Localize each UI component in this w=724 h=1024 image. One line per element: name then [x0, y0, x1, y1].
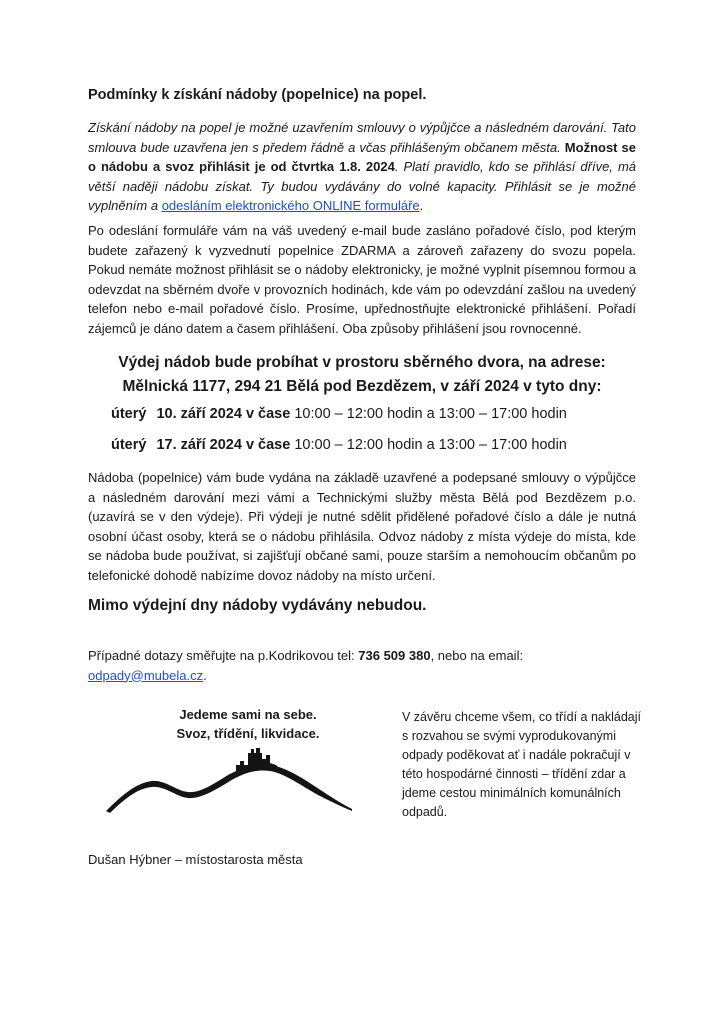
paragraph-rest: . Platí pravidlo, kdo se přihlásí dříve, má větší naději nádobu získat. Ty budou vydávány do volné kapacity. Přihlásit se je možné vyplněním a: [88, 159, 637, 213]
issue-day-1-times: 10:00 – 12:00 hodin a 13:00 – 17:00 hodin: [294, 406, 567, 422]
contact-middle: , nebo na email:: [430, 648, 524, 663]
online-form-link[interactable]: odesláním elektronického ONLINE formuláře: [161, 198, 420, 213]
issue-day-1-weekday: úterý: [111, 406, 147, 422]
hill-castle-icon: [104, 745, 354, 815]
paragraph-intro: Získání nádoby na popel je možné uzavřením smlouvy o výpůjčce a následném darování. Tato smlouva bude uzavřena jen s předem řádně a včas přihlášeným občanem města.: [88, 120, 636, 155]
paragraph-conditions: [88, 118, 636, 216]
contact-info: [88, 646, 636, 685]
issue-day-2-weekday: úterý: [111, 437, 147, 453]
issue-day-1-date: 10. září 2024 v čase: [156, 406, 291, 422]
paragraph-after-submission: Po odeslání formuláře vám na váš uvedený e-mail bude zasláno pořadové číslo, pod kterým budete zařazený k vyzvednutí popelnice ZDARMA a zároveň zařazeny do svozu popela. Pokud nemáte možnost přihlásit se o nádoby elektronicky, je možné vyplnit písemnou formou a odevzdat na sběrném dvoře v provozních hodinách, kde vám po odevzdání zašlou na uvedený telefon nebo e-mail pořadové číslo. Prosíme, upřednostňujte elektronické přihlášení. Pořadí zájemců je dáno datem a časem přihlášení. Oba způsoby přihlášení jsou rovnocenné.: [88, 223, 636, 336]
logo-slogan: [148, 705, 348, 743]
closing-message: V závěru chceme všem, co třídí a nakládají s rozvahou se svými vyprodukovanými odpady poděkovat ať i nadále pokračují v této hospodárné činnosti – třídění zdar a jdeme cestou minimálních komunálních odpadů.: [402, 710, 641, 819]
document-title: Podmínky k získání nádoby (popelnice) na popel.: [88, 87, 427, 103]
contact-phone: 736 509 380: [358, 648, 431, 663]
logo-slogan-line2: Svoz, třídění, likvidace.: [176, 726, 320, 741]
contact-email-link[interactable]: odpady@mubela.cz: [88, 667, 204, 683]
issue-heading: Výdej nádob bude probíhat v prostoru sběrného dvora, na adrese: Mělnická 1177, 294 21 Bělá pod Bezdězem, v září 2024 v tyto dny:: [118, 354, 606, 395]
logo-slogan-line1: Jedeme sami na sebe.: [179, 707, 317, 722]
campaign-logo: [104, 705, 354, 815]
issue-day-2-date: 17. září 2024 v čase: [156, 437, 291, 453]
no-issue-note: Mimo výdejní dny nádoby vydávány nebudou.: [88, 597, 427, 614]
signature: Dušan Hýbner – místostarosta města: [88, 852, 303, 867]
registration-date-note: Možnost se o nádobu a svoz přihlásit je od čtvrtka 1.8. 2024: [88, 139, 636, 174]
paragraph-end: .: [419, 198, 424, 213]
contact-end: .: [203, 667, 207, 683]
issue-day-1: [111, 406, 567, 422]
contact-prefix: Případné dotazy směřujte na p.Kodrikovou tel:: [88, 648, 359, 663]
paragraph-issue-conditions: Nádoba (popelnice) vám bude vydána na základě uzavřené a podepsané smlouvy o výpůjčce a následném darování mezi vámi a Technickými služby města Bělá pod Bezdězem p.o. (uzavírá se v den výdeje). Při výdeji je nutné sdělit přidělené pořadové číslo a dále je nutná osobní účast osoby, která se o nádobu přihlásila. Odvoz nádoby z místa výdeje do místa, kde se nádoba bude používat, si zajišťují občané sami, pouze starším a nemohoucím občanům po telefonické dohodě nabízíme dovoz nádoby na místo určení.: [88, 470, 636, 583]
issue-day-2-times: 10:00 – 12:00 hodin a 13:00 – 17:00 hodin: [294, 437, 567, 453]
issue-day-2: [111, 437, 567, 453]
